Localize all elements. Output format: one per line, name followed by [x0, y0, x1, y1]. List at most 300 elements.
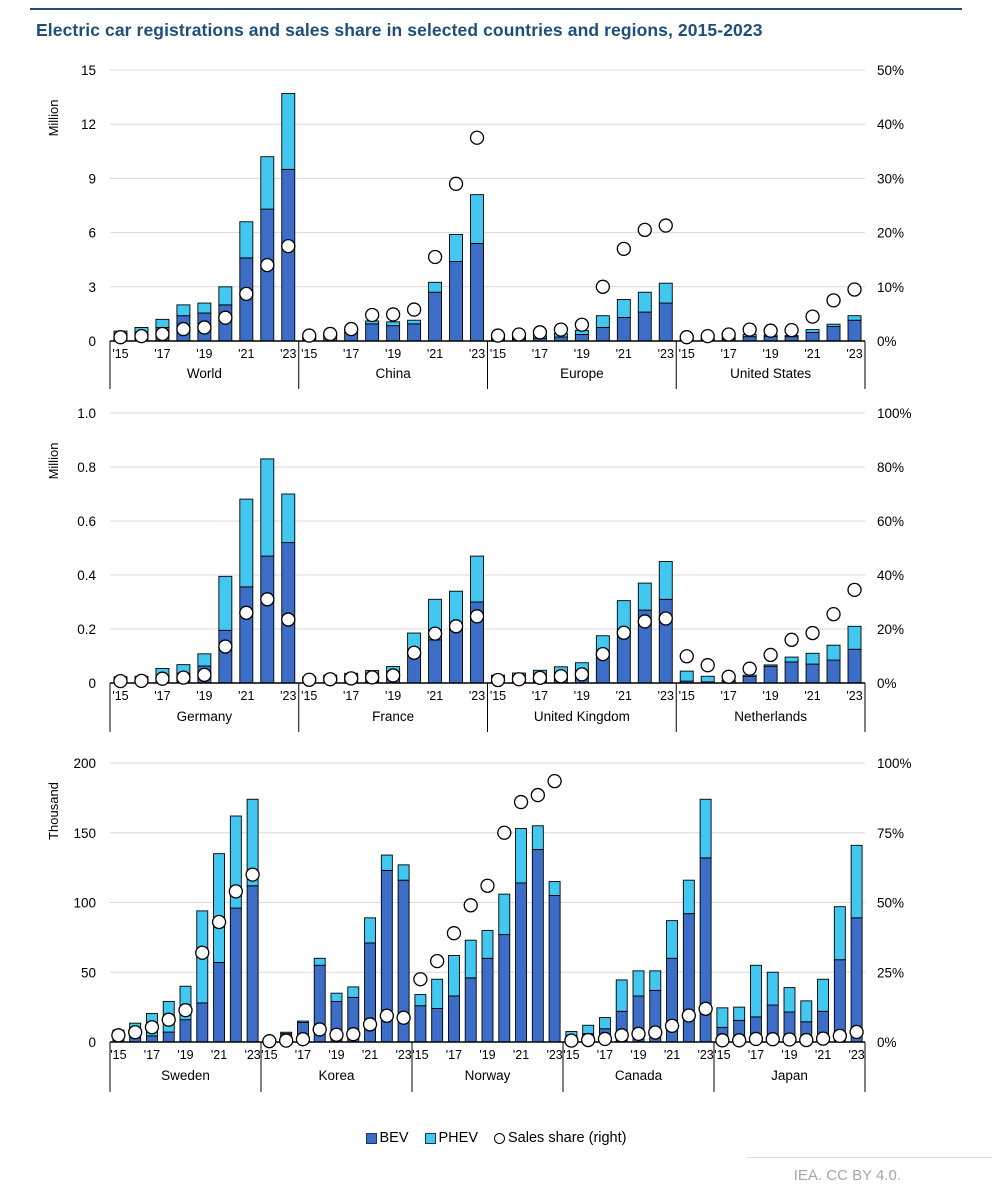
sales-share-dot [764, 648, 777, 661]
phev-bar [261, 459, 274, 556]
x-axis-tick-label: '21 [210, 1048, 228, 1062]
phev-bar [282, 494, 295, 543]
x-axis-tick-label: '15 [110, 1048, 127, 1062]
sales-share-dot [806, 627, 819, 640]
left-axis-tick-label: 15 [80, 63, 96, 78]
bev-bar [219, 630, 232, 683]
x-axis-tick-label: '23 [395, 1048, 412, 1062]
phev-bar [617, 299, 630, 317]
x-axis-tick-label: '17 [531, 347, 549, 361]
x-axis-tick-label: '19 [479, 1048, 496, 1062]
x-axis-tick-label: '15 [112, 689, 129, 703]
phev-bar [219, 287, 232, 305]
right-axis-tick-label: 0% [877, 1035, 897, 1050]
left-axis-tick-label: 0 [88, 676, 96, 691]
phev-bar [616, 980, 627, 1011]
phev-bar [387, 322, 400, 326]
sales-share-dot [240, 287, 253, 300]
x-axis-tick-label: '17 [294, 1048, 312, 1062]
phev-bar [365, 918, 376, 943]
right-axis-tick-label: 60% [877, 514, 905, 529]
bev-bar [482, 958, 493, 1042]
sales-share-dot [554, 670, 567, 683]
x-axis-tick-label: '17 [720, 347, 737, 361]
sales-share-dot [313, 1023, 326, 1036]
sales-share-dot [429, 250, 442, 263]
bev-bar [827, 660, 840, 683]
phev-bar [638, 292, 651, 312]
sales-share-dot [565, 1034, 578, 1047]
x-axis-tick-label: '21 [804, 689, 821, 703]
sales-share-dot [414, 973, 427, 986]
bev-bar [848, 649, 861, 683]
left-axis-tick-label: 1.0 [77, 406, 96, 421]
sales-share-dot [364, 1018, 377, 1031]
phev-bar [499, 894, 510, 934]
x-axis-tick-label: '21 [426, 347, 444, 361]
bev-bar [261, 209, 274, 341]
panel-country-label: Europe [560, 366, 604, 381]
panel-country-label: France [372, 709, 415, 724]
sales-share-dot [198, 668, 211, 681]
sales-share-dot [617, 242, 630, 255]
phev-bar [827, 324, 840, 326]
sales-share-dot [596, 648, 609, 661]
x-axis-tick-label: '15 [563, 1048, 580, 1062]
x-axis-tick-label: '19 [762, 347, 779, 361]
right-axis-tick-label: 80% [877, 460, 905, 475]
x-axis-tick-label: '21 [615, 689, 632, 703]
x-axis-tick-label: '17 [596, 1048, 614, 1062]
bev-bar [448, 996, 459, 1042]
phev-bar [834, 907, 845, 960]
bev-bar [247, 886, 258, 1042]
phev-bar [848, 316, 861, 321]
sales-share-dot [464, 899, 477, 912]
sales-share-dot [733, 1034, 746, 1047]
sales-share-dot [764, 324, 777, 337]
x-axis-tick-label: '19 [573, 347, 591, 361]
sales-share-dot [575, 318, 588, 331]
panel-country-label: Japan [771, 1068, 808, 1083]
bev-bar [387, 326, 400, 341]
x-axis-tick-label: '21 [361, 1048, 379, 1062]
phev-swatch-icon [425, 1133, 436, 1144]
bev-bar [785, 662, 798, 683]
phev-bar [827, 645, 840, 660]
x-axis-tick-label: '17 [747, 1048, 765, 1062]
sales-share-dot [533, 671, 546, 684]
phev-bar [516, 829, 527, 883]
phev-bar [198, 303, 211, 313]
phev-bar [381, 855, 392, 870]
sales-share-dot [848, 583, 861, 596]
phev-bar [750, 965, 761, 1017]
right-axis-tick-label: 50% [877, 63, 905, 78]
right-axis-tick-label: 25% [877, 965, 905, 981]
left-axis-tick-label: 0.8 [77, 460, 96, 475]
x-axis-tick-label: '21 [426, 689, 444, 703]
phev-bar [680, 671, 693, 681]
phev-bar [764, 665, 777, 666]
phev-bar [638, 583, 651, 610]
sales-share-dot [649, 1026, 662, 1039]
right-axis-tick-label: 20% [877, 225, 905, 241]
bev-bar [240, 587, 253, 683]
phev-bar [415, 995, 426, 1006]
sales-share-dot [303, 329, 316, 342]
legend-item-sales-share [494, 1130, 626, 1146]
x-axis-tick-label: '23 [280, 347, 297, 361]
phev-bar [240, 499, 253, 587]
x-axis-tick-label: '21 [663, 1048, 681, 1062]
bev-bar [230, 908, 241, 1042]
x-axis-tick-label: '15 [714, 1048, 731, 1062]
bev-bar [638, 312, 651, 341]
sales-share-dot [135, 674, 148, 687]
right-axis-tick-label: 100% [877, 756, 912, 771]
page-title: Electric car registrations and sales share in selected countries and regions, 2015-2023 [36, 20, 763, 40]
sales-share-dot [114, 331, 127, 344]
x-axis-tick-label: '23 [280, 689, 297, 703]
bev-bar [806, 664, 819, 683]
phev-bar [532, 826, 543, 850]
right-axis-tick-label: 100% [877, 406, 912, 421]
bev-bar [214, 962, 225, 1042]
x-axis-tick-label: '19 [328, 1048, 345, 1062]
x-axis-tick-label: '19 [196, 347, 213, 361]
x-axis-tick-label: '23 [468, 347, 486, 361]
panel-country-label: Sweden [161, 1068, 210, 1083]
footer-rule [747, 1157, 992, 1158]
bev-bar [163, 1032, 174, 1042]
sales-share-dot [387, 669, 400, 682]
sales-share-dot [450, 620, 463, 633]
bev-bar [499, 935, 510, 1042]
sales-share-dot [196, 946, 209, 959]
sales-share-dot [324, 327, 337, 340]
phev-bar [398, 865, 409, 880]
phev-bar [348, 987, 359, 997]
phev-bar [408, 320, 421, 324]
sales-share-dot [145, 1021, 158, 1034]
x-axis-tick-label: '23 [468, 689, 486, 703]
phev-bar [583, 1025, 594, 1033]
y-axis-title: Million [46, 99, 61, 137]
legend-phev-label: PHEV [438, 1130, 479, 1146]
bev-bar [450, 629, 463, 683]
sales-share-dot [716, 1034, 729, 1047]
phev-bar [667, 921, 678, 959]
sales-share-dot [848, 283, 861, 296]
sales-share-dot [666, 1019, 679, 1032]
labels-layer [110, 1042, 865, 1092]
x-axis-tick-label: '17 [154, 689, 171, 703]
sales-share-dot [531, 789, 544, 802]
sales-share-dot [833, 1029, 846, 1042]
bev-bar [429, 292, 442, 341]
phev-bar [599, 1018, 610, 1029]
sales-share-dot [229, 885, 242, 898]
x-axis-tick-label: '15 [412, 1048, 429, 1062]
sales-share-dot [408, 646, 421, 659]
right-axis-tick-label: 10% [877, 279, 905, 295]
x-axis-tick-label: '17 [445, 1048, 463, 1062]
x-axis-tick-label: '15 [301, 689, 318, 703]
phev-bar [214, 854, 225, 963]
sales-share-dot [447, 927, 460, 940]
panel-country-label: China [375, 366, 411, 381]
phev-bar [784, 988, 795, 1012]
bev-bar [851, 918, 862, 1042]
dots-layer [114, 131, 861, 343]
x-axis-tick-label: '21 [804, 347, 821, 361]
phev-bar [806, 653, 819, 664]
sales-share-dot [615, 1029, 628, 1042]
x-axis-tick-label: '19 [630, 1048, 647, 1062]
sales-share-dot [515, 796, 528, 809]
sales-share-dot [112, 1029, 125, 1042]
sales-share-dot [408, 303, 421, 316]
phev-bar [650, 971, 661, 991]
chart-row-top [0, 58, 992, 398]
sales-share-dot [598, 1032, 611, 1045]
x-axis-tick-label: '17 [343, 689, 360, 703]
phev-bar [767, 972, 778, 1005]
legend-item-phev [425, 1130, 479, 1146]
sales-share-dot [699, 1002, 712, 1015]
legend-bev-label: BEV [379, 1130, 409, 1146]
x-axis-tick-label: '15 [678, 347, 695, 361]
x-axis-tick-label: '23 [244, 1048, 261, 1062]
phev-bar [261, 157, 274, 209]
x-axis-tick-label: '15 [301, 347, 318, 361]
x-axis-tick-label: '19 [384, 689, 402, 703]
sales-share-dot [659, 219, 672, 232]
bev-swatch-icon [366, 1133, 377, 1144]
legend-item-bev [366, 1130, 409, 1146]
sales-share-dot [198, 321, 211, 334]
phev-bar [734, 1007, 745, 1020]
sales-share-dot [800, 1034, 813, 1047]
bev-bar [180, 1020, 191, 1042]
bev-bar [465, 978, 476, 1042]
sales-share-dot [261, 593, 274, 606]
phev-bar [448, 956, 459, 996]
sales-share-dot [722, 328, 735, 341]
bev-bar [450, 262, 463, 341]
x-axis-tick-label: '21 [814, 1048, 832, 1062]
phev-bar [596, 316, 609, 328]
sales-share-dot [213, 916, 226, 929]
sales-share-dot [512, 328, 525, 341]
left-axis-tick-label: 0.6 [77, 514, 96, 529]
bev-bar [366, 324, 379, 341]
credit-text: IEA. CC BY 4.0. [793, 1167, 901, 1184]
phev-bar [219, 576, 232, 630]
phev-bar [785, 657, 798, 662]
sales-share-dot [632, 1027, 645, 1040]
left-axis-tick-label: 0 [88, 334, 96, 349]
x-axis-tick-label: '19 [762, 689, 779, 703]
right-axis-tick-label: 75% [877, 825, 905, 841]
right-axis-tick-label: 40% [877, 568, 905, 583]
phev-bar [851, 845, 862, 918]
sales-share-dot [827, 294, 840, 307]
sales-share-dot [575, 668, 588, 681]
sales-share-dot [366, 308, 379, 321]
bev-bar [659, 303, 672, 341]
right-axis-tick-label: 30% [877, 171, 905, 187]
phev-bar [801, 1001, 812, 1022]
x-axis-tick-label: '23 [657, 689, 674, 703]
phev-bar [806, 330, 819, 333]
x-axis-tick-label: '23 [546, 1048, 563, 1062]
x-axis-tick-label: '17 [531, 689, 549, 703]
labels-layer [110, 341, 865, 389]
sales-share-dot [481, 879, 494, 892]
sales-share-dot [850, 1025, 863, 1038]
bev-bar [549, 896, 560, 1042]
sales-share-dot [429, 627, 442, 640]
x-axis-tick-label: '15 [678, 689, 695, 703]
x-axis-tick-label: '17 [154, 347, 171, 361]
bev-bar [848, 320, 861, 341]
sales-share-dot [680, 650, 693, 663]
panel-country-label: World [186, 366, 222, 381]
sales-share-dot [347, 1028, 360, 1041]
left-axis-tick-label: 50 [80, 965, 96, 981]
sales-share-dot [219, 311, 232, 324]
bev-bar [575, 334, 588, 341]
sales-share-dot [179, 1004, 192, 1017]
panel-country-label: Korea [318, 1068, 355, 1083]
phev-bar [198, 654, 211, 666]
sales-share-dot [471, 610, 484, 623]
bev-bar [532, 849, 543, 1042]
x-axis-tick-label: '21 [238, 347, 255, 361]
phev-bar [700, 799, 711, 858]
phev-bar [717, 1008, 728, 1028]
right-axis-tick-label: 20% [877, 622, 905, 637]
panel-country-label: Netherlands [734, 709, 808, 724]
sales-share-dot [303, 673, 316, 686]
sales-share-dot [743, 323, 756, 336]
bev-bar [743, 677, 756, 683]
labels-layer [110, 683, 865, 732]
sales-share-dot [817, 1032, 830, 1045]
phev-bar [281, 1032, 292, 1033]
phev-bar [818, 979, 829, 1011]
sales-share-dot [156, 327, 169, 340]
x-axis-tick-label: '21 [238, 689, 255, 703]
sales-share-dot [471, 131, 484, 144]
x-axis-tick-label: '23 [657, 347, 674, 361]
sales-share-dot [749, 1032, 762, 1045]
left-axis-tick-label: 0.2 [77, 622, 96, 637]
phev-bar [471, 556, 484, 602]
x-axis-tick-label: '23 [697, 1048, 714, 1062]
bev-bar [683, 914, 694, 1042]
phev-bar [482, 930, 493, 958]
sales-share-dot [682, 1009, 695, 1022]
chart-row-bottom [0, 745, 992, 1101]
x-axis-tick-label: '21 [512, 1048, 530, 1062]
panel-country-label: United Kingdom [533, 709, 630, 724]
bev-bar [827, 327, 840, 341]
sales-share-dot [783, 1033, 796, 1046]
x-axis-tick-label: '19 [177, 1048, 194, 1062]
sales-share-dot [296, 1033, 309, 1046]
sales-share-dot [261, 259, 274, 272]
sales-share-dot [498, 826, 511, 839]
bev-bar [282, 169, 295, 341]
phev-bar [549, 882, 560, 896]
x-axis-tick-label: '23 [846, 347, 863, 361]
sales-share-dot [785, 324, 798, 337]
panel-country-label: United States [730, 366, 812, 381]
phev-bar [683, 880, 694, 913]
bev-bar [197, 1003, 208, 1042]
x-axis-tick-label: '19 [781, 1048, 798, 1062]
panel-country-label: Germany [176, 709, 233, 724]
bars-layer [114, 93, 861, 341]
left-axis-tick-label: 100 [73, 895, 96, 911]
x-axis-tick-label: '15 [489, 689, 507, 703]
sales-share-dot [722, 670, 735, 683]
left-axis-tick-label: 200 [73, 756, 96, 771]
bev-bar [596, 327, 609, 341]
x-axis-tick-label: '17 [343, 347, 360, 361]
phev-bar [633, 971, 644, 996]
sales-share-dot [282, 240, 295, 253]
sales-share-dot [743, 662, 756, 675]
x-axis-tick-label: '21 [615, 347, 632, 361]
sales-share-dot [766, 1033, 779, 1046]
bev-bar [429, 640, 442, 683]
left-axis-tick-label: 12 [80, 117, 96, 133]
left-axis-tick-label: 3 [88, 279, 96, 295]
x-axis-tick-label: '19 [573, 689, 591, 703]
phev-bar [659, 562, 672, 600]
sales-share-dot [638, 615, 651, 628]
sales-share-dot [330, 1028, 343, 1041]
x-axis-tick-label: '19 [196, 689, 213, 703]
sales-share-dot [827, 608, 840, 621]
sales-share-dot [240, 606, 253, 619]
x-axis-tick-label: '17 [143, 1048, 161, 1062]
bev-bar [261, 556, 274, 683]
sales-share-dot [596, 280, 609, 293]
sales-share-dot [450, 177, 463, 190]
sales-share-dot [177, 671, 190, 684]
sales-share-circle-icon [494, 1133, 505, 1144]
sales-share-dot [638, 223, 651, 236]
sales-share-dot [345, 672, 358, 685]
sales-share-dot [548, 775, 561, 788]
x-axis-tick-label: '15 [112, 347, 129, 361]
panel-country-label: Norway [464, 1068, 511, 1083]
sales-share-dot [129, 1026, 142, 1039]
left-axis-tick-label: 150 [73, 825, 96, 841]
sales-share-dot [680, 331, 693, 344]
x-axis-tick-label: '23 [846, 689, 863, 703]
legend [0, 1130, 992, 1146]
y-axis-title: Thousand [46, 782, 61, 840]
sales-share-dot [491, 329, 504, 342]
sales-share-dot [617, 626, 630, 639]
phev-bar [701, 676, 714, 682]
